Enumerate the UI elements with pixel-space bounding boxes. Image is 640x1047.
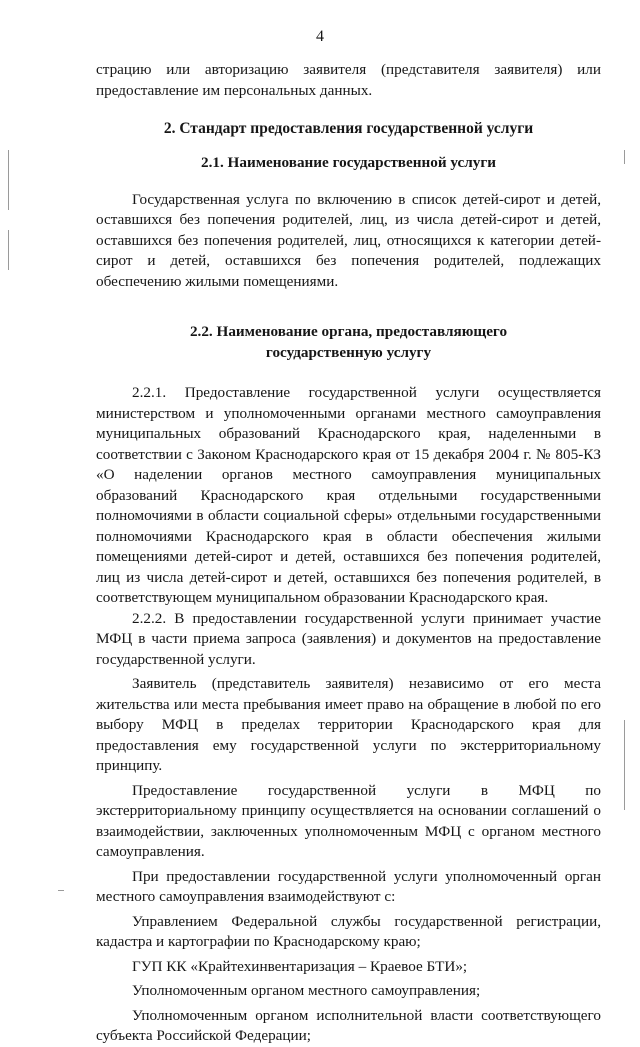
subsection-2-title xyxy=(96,322,601,363)
subsection-1-title: 2.1. Наименование государственной услуги xyxy=(200,154,497,171)
page-number: 4 xyxy=(316,28,324,45)
scan-mark-left xyxy=(8,150,9,210)
list-item-executive-authority: Уполномоченным органом исполнительной власти соответствующего субъекта Российской Федерации; xyxy=(96,1006,601,1044)
paragraph-2-2-1: 2.2.1. Предоставление государственной услуги осуществляется министерством и уполномоченными органами местного самоуправления муниципальных образований Краснодарского края, наделенными в соответствии с Законом Краснодарского края от 15 декабря 2004 г. № 805-КЗ «О наделении органов местного самоуправления муниципальных образований Краснодарского края отдельными государственными полномочиями в области социальной сферы» отдельными государственными полномочиями Краснодарского края в области обеспечения жилыми помещениями детей-сирот и детей, оставшихся без попечения родителей, лиц из числа детей-сирот и детей, оставшихся без попечения родителей, в соответствующем муниципальном образовании Краснодарского края. xyxy=(96,384,601,606)
paragraph-interaction: При предоставлении государственной услуги уполномоченный орган местного самоуправления взаимодействуют с: xyxy=(96,867,601,905)
subsection-1-text: Государственная услуга по включению в список детей-сирот и детей, оставшихся без попечения родителей, лиц, из числа детей-сирот и детей, оставшихся без попечения родителей, лиц, относящихся к категории детей-сирот и детей, оставшихся без попечения родителей, подлежащих обеспечению жилыми помещениями. xyxy=(96,190,601,290)
document-body xyxy=(96,60,601,1047)
paragraph-2-2-2: 2.2.2. В предоставлении государственной услуги принимает участие МФЦ в части приема запроса (заявления) и документов на предоставление государственной услуги. xyxy=(96,609,601,668)
intro-paragraph: страцию или авторизацию заявителя (представителя заявителя) или предоставление им персональных данных. xyxy=(96,61,601,99)
list-item-local-authority: Уполномоченным органом местного самоуправления; xyxy=(132,982,481,999)
scan-mark-right xyxy=(624,150,625,164)
subsection-2-title-line1: 2.2. Наименование органа, предоставляющего xyxy=(189,323,508,340)
list-item-rosreestr: Управлением Федеральной службы государственной регистрации, кадастра и картографии по Краснодарскому краю; xyxy=(96,912,601,950)
section-title: 2. Стандарт предоставления государственной услуги xyxy=(163,120,534,137)
scan-mark-right-2 xyxy=(624,720,625,810)
scan-mark-left-2 xyxy=(8,230,9,270)
subsection-2-title-line2: государственную услугу xyxy=(265,343,432,361)
list-item-bti: ГУП КК «Крайтехинвентаризация – Краевое БТИ»; xyxy=(132,957,468,975)
paragraph-extraterritorial: Заявитель (представитель заявителя) независимо от его места жительства или места пребывания имеет право на обращение в любой по его выбору МФЦ в пределах территории Краснодарского края для предоставления ему государственной услуги по экстерриториальному принципу. xyxy=(96,675,601,774)
scan-mark-bottom xyxy=(58,890,64,891)
paragraph-agreements: Предоставление государственной услуги в МФЦ по экстерриториальному принципу осуществляется на основании соглашений о взаимодействии, заключенных уполномоченным МФЦ с органом местного самоуправления. xyxy=(96,781,601,860)
